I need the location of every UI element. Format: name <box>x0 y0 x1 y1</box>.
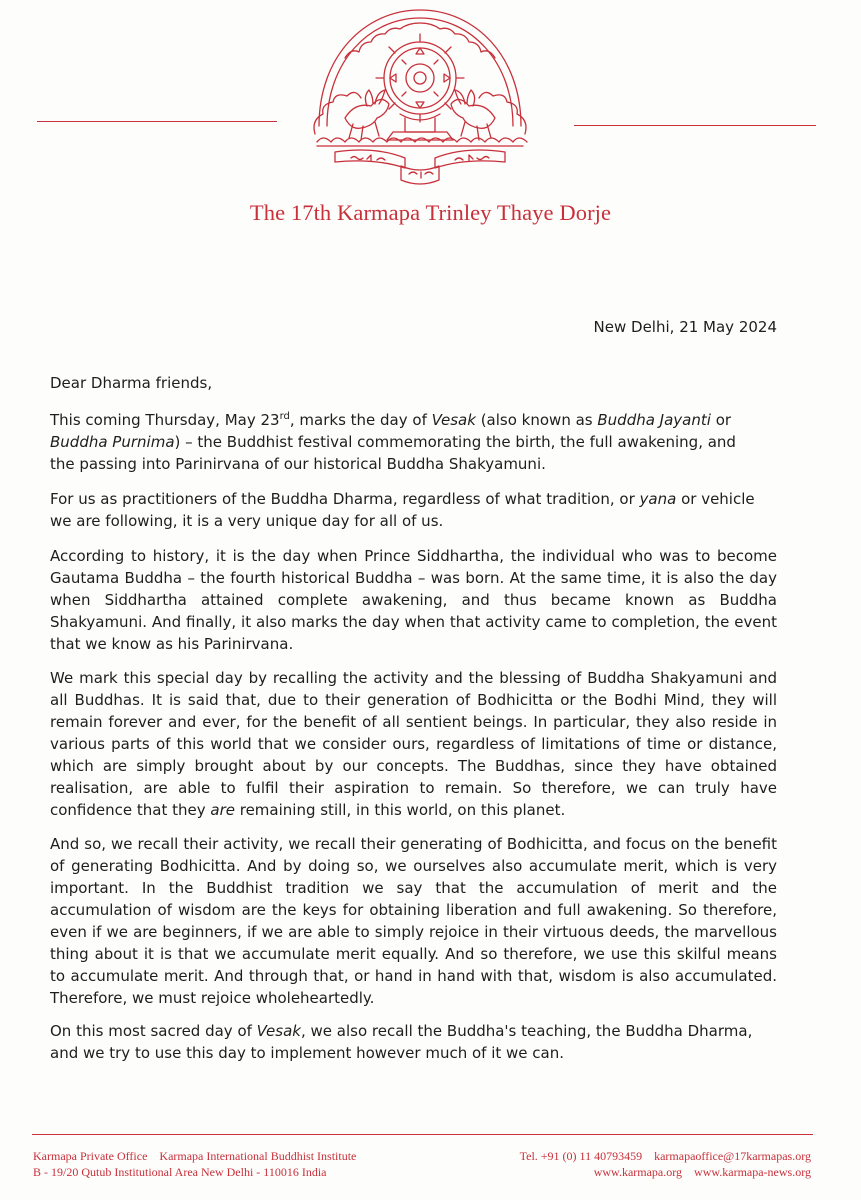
letter-dateline: New Delhi, 21 May 2024 <box>593 318 777 336</box>
footer-contact-block <box>520 1148 811 1180</box>
footer-news-website-link[interactable]: www.karmapa-news.org <box>694 1165 811 1179</box>
karmapa-emblem-icon <box>305 6 535 194</box>
paragraph-6: On this most sacred day of Vesak, we also recall the Buddha's teaching, the Buddha Dharma, and we try to use this day to implement however much of it we can. <box>50 1022 753 1062</box>
header-rule-left <box>37 121 277 122</box>
footer-rule <box>32 1134 813 1135</box>
paragraph-3: According to history, it is the day when Prince Siddhartha, the individual who was to become Gautama Buddha – the fourth historical Buddha – was born. At the same time, it is also the day when Siddhartha attained complete awakening, and thus became known as Buddha Shakyamuni. And finally, it also marks the day when that activity came to completion, the event that we know as his Parinirvana. <box>50 547 777 653</box>
paragraph-1: This coming Thursday, May 23rd, marks the day of Vesak (also known as Buddha Jayanti or Buddha Purnima) – the Buddhist festival commemorating the birth, the full awakening, and the passing into Parinirvana of our historical Buddha Shakyamuni. <box>50 411 736 473</box>
paragraph-5: And so, we recall their activity, we recall their generating of Bodhicitta, and focus on the benefit of generating Bodhicitta. And by doing so, we ourselves also accumulate merit, which is very important. In the Buddhist tradition we say that the accumulation of merit and the accumulation of wisdom are the keys for obtaining liberation and full awakening. So therefore, even if we are beginners, if we are able to simply rejoice in their virtuous deeds, the marvellous thing about it is that we accumulate merit equally. And so therefore, we use this skilful means to accumulate merit. And through that, or hand in hand with that, wisdom is also accumulated. Therefore, we must rejoice wholeheartedly. <box>50 835 777 1007</box>
paragraph-2: For us as practitioners of the Buddha Dharma, regardless of what tradition, or yana or vehicle we are following, it is a very unique day for all of us. <box>50 490 755 530</box>
header-rule-right <box>574 125 816 126</box>
footer-office: Karmapa Private Office <box>33 1149 148 1163</box>
letter-salutation: Dear Dharma friends, <box>50 374 213 392</box>
footer-address-block <box>33 1148 356 1180</box>
footer-institute: Karmapa International Buddhist Institute <box>159 1149 357 1163</box>
footer-email-link[interactable]: karmapaoffice@17karmapas.org <box>654 1149 811 1163</box>
footer-address: B - 19/20 Qutub Institutional Area New Delhi - 110016 India <box>33 1165 327 1179</box>
footer-phone: Tel. +91 (0) 11 40793459 <box>519 1149 643 1163</box>
footer-website-link[interactable]: www.karmapa.org <box>593 1165 683 1179</box>
paragraph-4: We mark this special day by recalling the activity and the blessing of Buddha Shakyamuni and all Buddhas. It is said that, due to their generation of Bodhicitta or the Bodhi Mind, they will remain forever and ever, for the benefit of all sentient beings. In particular, they also reside in various parts of this world that we consider ours, regardless of limitations of time or distance, which are simply brought about by our concepts. The Buddhas, since they have obtained realisation, are able to fulfil their aspiration to remain. So therefore, we can truly have confidence that they are remaining still, in this world, on this planet. <box>50 669 777 819</box>
letterhead-title: The 17th Karmapa Trinley Thaye Dorje <box>249 200 612 225</box>
